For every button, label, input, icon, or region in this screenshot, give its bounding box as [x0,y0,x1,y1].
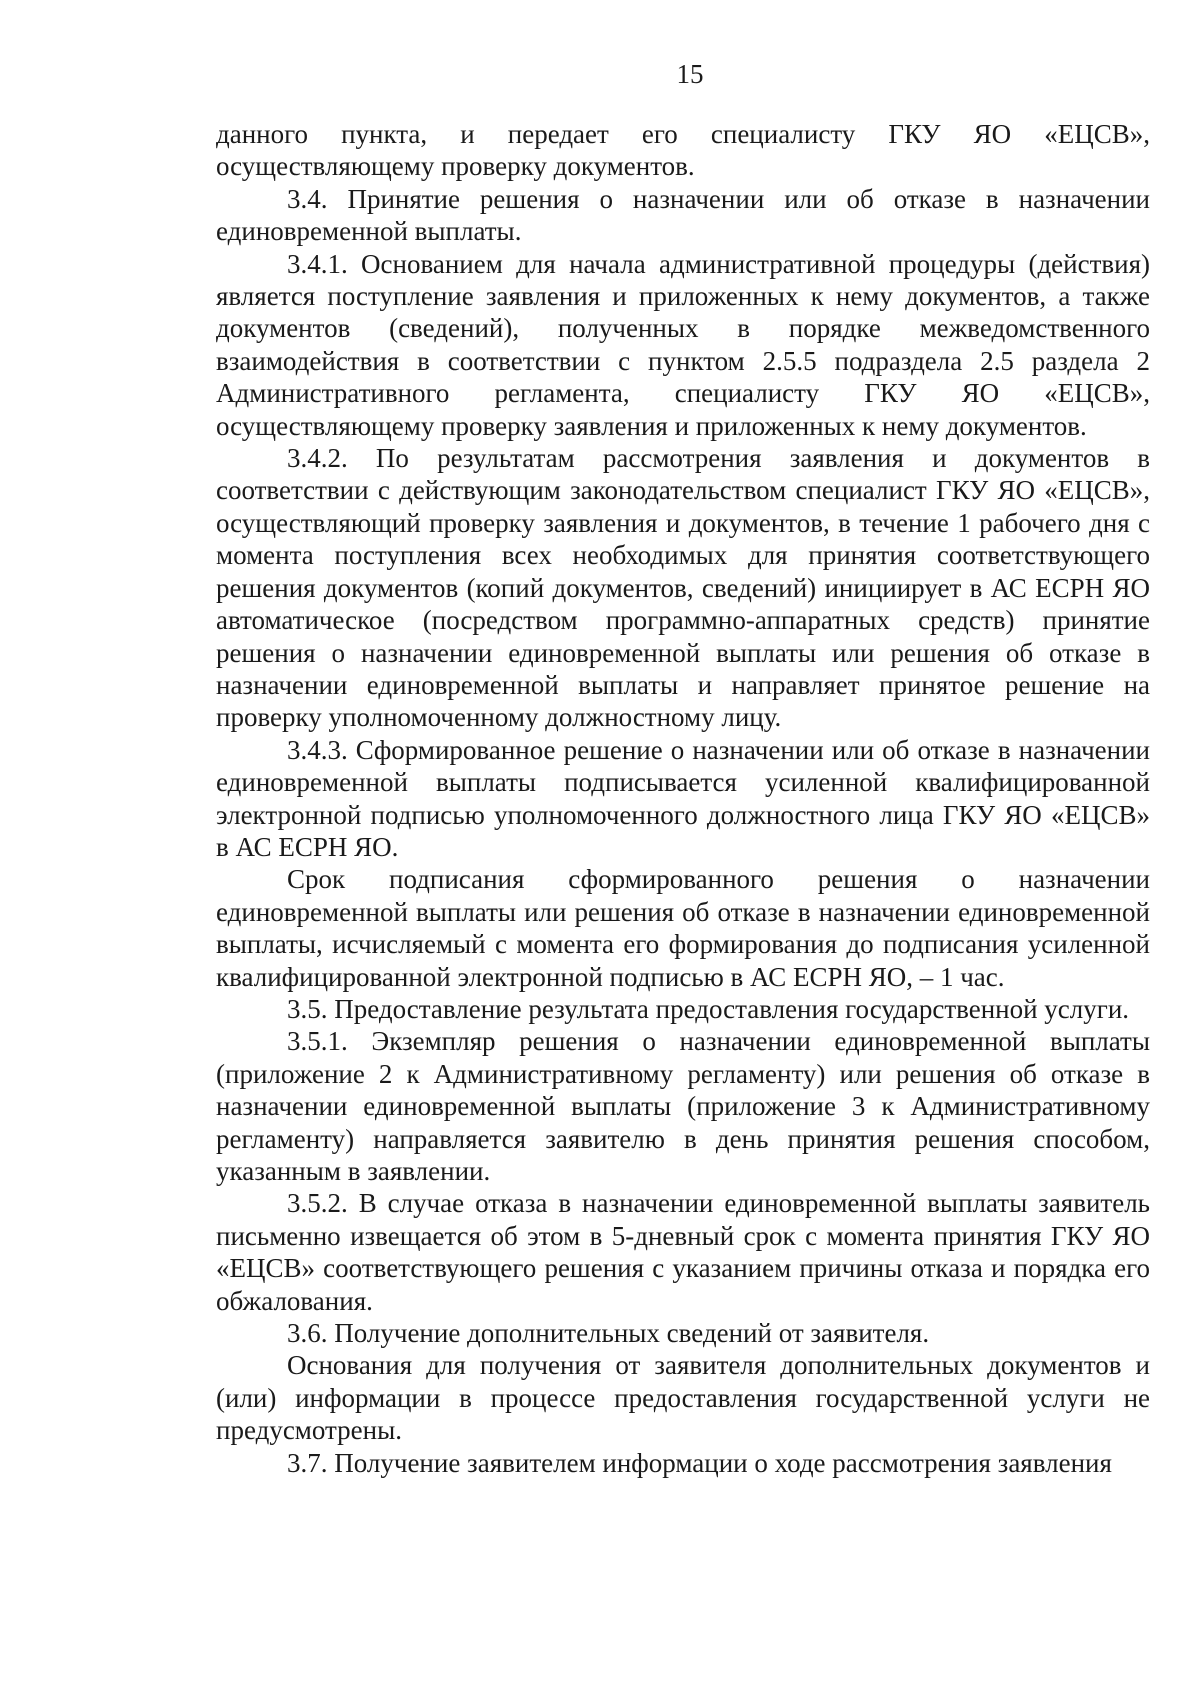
paragraph-3-5-2: 3.5.2. В случае отказа в назначении единовременной выплаты заявитель письменно извещается об этом в 5-дневный срок с момента принятия ГКУ ЯО «ЕЦСВ» соответствующего решения с указанием причины отказа и порядка его обжалования. [216,1188,1150,1316]
paragraph-continuation: данного пункта, и передает его специалисту ГКУ ЯО «ЕЦСВ», осуществляющему проверку документов. [216,119,1150,182]
paragraph-additional-info: Основания для получения от заявителя дополнительных документов и (или) информации в процессе предоставления государственной услуги не предусмотрены. [216,1350,1150,1446]
paragraph-3-7: 3.7. Получение заявителем информации о ходе рассмотрения заявления [287,1447,1112,1478]
paragraph-signing-deadline: Срок подписания сформированного решения о назначении единовременной выплаты или решения об отказе в назначении единовременной выплаты, исчисляемый с момента его формирования до подписания усиленной квалифицированной электронной подписью в АС ЕСРН ЯО, – 1 час. [216,864,1150,992]
page-number: 15 [676,59,704,89]
paragraph-3-4: 3.4. Принятие решения о назначении или об отказе в назначении единовременной выплаты. [216,183,1150,247]
paragraph-3-4-2: 3.4.2. По результатам рассмотрения заявления и документов в соответствии с действующим законодательством специалист ГКУ ЯО «ЕЦСВ», осуществляющий проверку заявления и документов, в течение 1 рабочего дня с момента поступления всех необходимых для принятия соответствующего решения документов (копий документов, сведений) инициирует в АС ЕСРН ЯО автоматическое (посредством программно-аппаратных средств) принятие решения о назначении единовременной выплаты или решения об отказе в назначении единовременной выплаты и направляет принятое решение на проверку уполномоченному должностному лицу. [216,443,1150,733]
paragraph-3-6: 3.6. Получение дополнительных сведений от заявителя. [287,1318,930,1349]
paragraph-3-4-3: 3.4.3. Сформированное решение о назначении или об отказе в назначении единовременной выплаты подписывается усиленной квалифицированной электронной подписью уполномоченного должностного лица ГКУ ЯО «ЕЦСВ» в АС ЕСРН ЯО. [216,734,1150,862]
document-body [216,118,1150,1479]
paragraph-3-5-1: 3.5.1. Экземпляр решения о назначении единовременной выплаты (приложение 2 к Административному регламенту) или решения об отказе в назначении единовременной выплаты (приложение 3 к Административному регламенту) направляется заявителю в день принятия решения способом, указанным в заявлении. [216,1026,1150,1186]
paragraph-3-4-1: 3.4.1. Основанием для начала административной процедуры (действия) является поступление заявления и приложенных к нему документов, а также документов (сведений), полученных в порядке межведомственного взаимодействия в соответствии с пунктом 2.5.5 подраздела 2.5 раздела 2 Административного регламента, специалисту ГКУ ЯО «ЕЦСВ», осуществляющему проверку заявления и приложенных к нему документов. [216,248,1150,441]
paragraph-3-5: 3.5. Предоставление результата предоставления государственной услуги. [287,993,1130,1024]
